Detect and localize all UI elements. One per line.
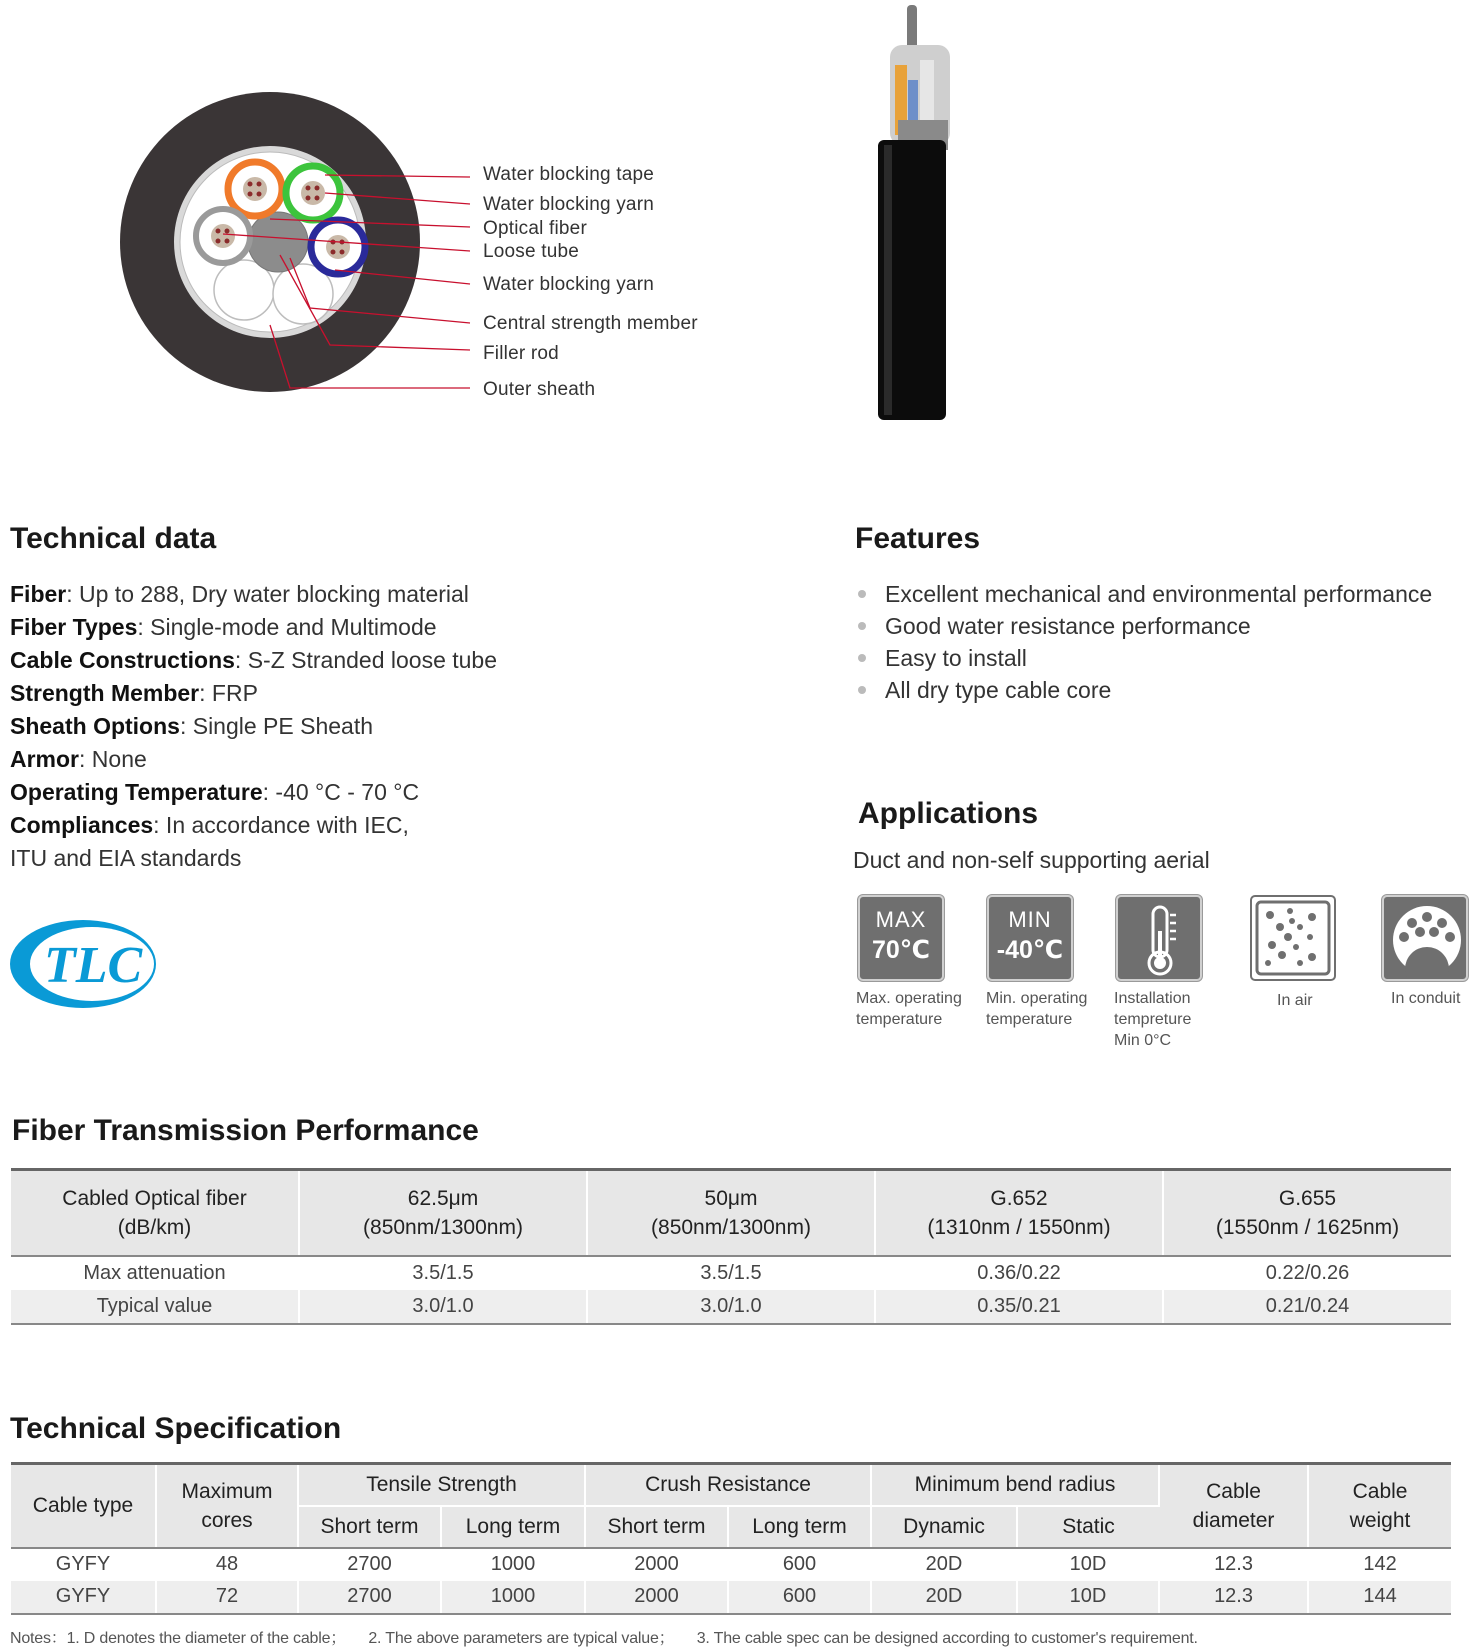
table-cell: 1000 <box>441 1581 585 1614</box>
cross-section-drawing <box>120 80 710 410</box>
table-cell: 2000 <box>585 1581 728 1614</box>
spec-header-tensile: Tensile Strength <box>298 1464 585 1506</box>
max-temperature-caption: Max. operating temperature <box>856 990 962 1028</box>
spec-header-dynamic: Dynamic <box>871 1506 1017 1548</box>
max-label: MAX <box>875 907 927 932</box>
table-cell: 72 <box>156 1581 298 1614</box>
technical-spec-table <box>11 1462 1451 1615</box>
in-air-icon <box>1250 895 1336 981</box>
tech-data-continuation: ITU and EIA standards <box>10 845 242 871</box>
tech-data-item: Operating Temperature: -40 °C - 70 °C <box>10 779 420 805</box>
spec-header-diameter: Cable diameter <box>1159 1464 1308 1548</box>
in-conduit-drawing <box>1384 897 1468 981</box>
logo-text: TLC <box>44 937 143 994</box>
spec-header-crush-long: Long term <box>728 1506 871 1548</box>
table-cell: 48 <box>156 1548 298 1581</box>
table-cell: 0.21/0.24 <box>1163 1290 1451 1324</box>
spec-header-max-cores: Maximum cores <box>156 1464 298 1548</box>
min-temperature-icon <box>987 895 1073 981</box>
cable-cross-section-diagram <box>120 80 710 410</box>
table-cell: 600 <box>728 1548 871 1581</box>
callout-water-blocking-yarn: Water blocking yarn <box>483 194 654 215</box>
table-cell: 142 <box>1363 1553 1397 1575</box>
callout-filler-rod: Filler rod <box>483 343 559 364</box>
table-row <box>11 1548 1451 1581</box>
in-conduit-caption: In conduit <box>1391 990 1461 1007</box>
table-cell: 3.5/1.5 <box>299 1256 587 1290</box>
table-cell: 10D <box>1017 1548 1159 1581</box>
features-title: Features <box>855 522 981 555</box>
table-row <box>11 1290 1451 1324</box>
max-value: 70℃ <box>871 936 931 964</box>
tech-data-item: Compliances: In accordance with IEC, <box>10 812 409 838</box>
table-cell: 10D <box>1017 1581 1159 1614</box>
tlc-logo <box>8 918 158 1010</box>
callout-water-blocking-yarn-2: Water blocking yarn <box>483 274 654 295</box>
callout-loose-tube: Loose tube <box>483 241 580 262</box>
table-cell: 1000 <box>441 1548 585 1581</box>
table-cell: 0.35/0.21 <box>875 1290 1163 1324</box>
thermometer-icon <box>1116 895 1202 981</box>
callout-optical-fiber: Optical fiber <box>483 218 587 239</box>
tech-data-item: Sheath Options: Single PE Sheath <box>10 713 374 739</box>
table-cell: Max attenuation <box>11 1256 299 1290</box>
ftp-header-g652: G.652 (1310nm / 1550nm) <box>875 1170 1163 1256</box>
technical-data-list <box>10 578 790 875</box>
ftp-header-62-5um: 62.5μm (850nm/1300nm) <box>299 1170 587 1256</box>
cable-photo <box>870 5 980 420</box>
in-air-drawing <box>1252 897 1334 979</box>
min-temperature-caption: Min. operating temperature <box>986 990 1088 1028</box>
tech-data-item: Strength Member: FRP <box>10 680 258 706</box>
note-2: 2. The above parameters are typical value； <box>368 1630 675 1647</box>
feature-item: Good water resistance performance <box>855 610 1465 642</box>
installation-temperature-caption: Installation tempreture Min 0°C <box>1114 990 1192 1049</box>
tech-data-item: Fiber: Up to 288, Dry water blocking material <box>10 581 469 607</box>
technical-spec-title: Technical Specification <box>10 1412 342 1445</box>
note-3: 3. The cable spec can be designed according to customer's requirement. <box>696 1630 1198 1647</box>
table-cell: 12.3 <box>1159 1581 1308 1614</box>
table-cell: 12.3 <box>1159 1548 1308 1581</box>
applications-description: Duct and non-self supporting aerial <box>853 847 1210 873</box>
in-air-caption: In air <box>1277 992 1313 1009</box>
table-cell: 2700 <box>298 1548 441 1581</box>
table-cell: 3.0/1.0 <box>299 1290 587 1324</box>
tech-data-item: Armor: None <box>10 746 147 772</box>
table-cell: 3.0/1.0 <box>587 1290 875 1324</box>
table-cell: 144 <box>1308 1581 1451 1614</box>
table-cell: Typical value <box>11 1290 299 1324</box>
table-cell: 600 <box>728 1581 871 1614</box>
fiber-transmission-table <box>11 1168 1451 1325</box>
feature-item: Easy to install <box>855 642 1465 674</box>
feature-item: Excellent mechanical and environmental performance <box>855 578 1465 610</box>
feature-item: All dry type cable core <box>855 674 1465 706</box>
table-cell: 3.5/1.5 <box>587 1256 875 1290</box>
ftp-header-cabled-fiber: Cabled Optical fiber (dB/km) <box>11 1170 299 1256</box>
table-cell: 0.22/0.26 <box>1265 1261 1350 1284</box>
table-cell: GYFY <box>11 1581 156 1614</box>
table-cell: 20D <box>871 1548 1017 1581</box>
spec-header-tensile-long: Long term <box>441 1506 585 1548</box>
tech-data-item: Fiber Types: Single-mode and Multimode <box>10 614 437 640</box>
ftp-header-50um: 50μm (850nm/1300nm) <box>587 1170 875 1256</box>
spec-header-bend-radius: Minimum bend radius <box>871 1464 1159 1506</box>
thermometer-drawing <box>1118 897 1202 981</box>
min-label: MIN <box>1008 907 1052 932</box>
table-row <box>11 1256 1451 1290</box>
spec-header-cable-type: Cable type <box>11 1464 156 1548</box>
spec-header-crush-short: Short term <box>585 1506 728 1548</box>
fiber-transmission-title: Fiber Transmission Performance <box>12 1114 479 1147</box>
tlc-logo-mark <box>8 918 158 1010</box>
technical-data-title: Technical data <box>10 522 217 555</box>
central-strength-member-shape <box>248 212 308 272</box>
in-conduit-icon <box>1382 895 1468 981</box>
min-value: -40℃ <box>996 936 1064 964</box>
spec-header-static: Static <box>1017 1506 1159 1548</box>
note-1: Notes：1. D denotes the diameter of the cable； <box>10 1630 347 1647</box>
callout-outer-sheath: Outer sheath <box>483 379 596 400</box>
callout-water-blocking-tape: Water blocking tape <box>483 164 655 185</box>
tech-data-item: Cable Constructions: S-Z Stranded loose tube <box>10 647 498 673</box>
features-list <box>855 578 1465 706</box>
cable-photo-drawing <box>870 5 980 420</box>
spec-header-crush: Crush Resistance <box>585 1464 871 1506</box>
callout-central-strength-member: Central strength member <box>483 313 698 334</box>
table-cell: 2700 <box>298 1581 441 1614</box>
spec-header-tensile-short: Short term <box>298 1506 441 1548</box>
table-cell: GYFY <box>11 1548 156 1581</box>
table-cell: 0.36/0.22 <box>875 1256 1163 1290</box>
table-cell: 20D <box>871 1581 1017 1614</box>
max-temperature-icon <box>858 895 944 981</box>
applications-title: Applications <box>858 797 1039 830</box>
table-row <box>11 1581 1451 1614</box>
spec-header-weight: Cable weight <box>1308 1464 1451 1548</box>
notes <box>10 1625 1216 1648</box>
table-cell: 2000 <box>585 1548 728 1581</box>
ftp-header-g655: G.655 (1550nm / 1625nm) <box>1163 1170 1451 1256</box>
